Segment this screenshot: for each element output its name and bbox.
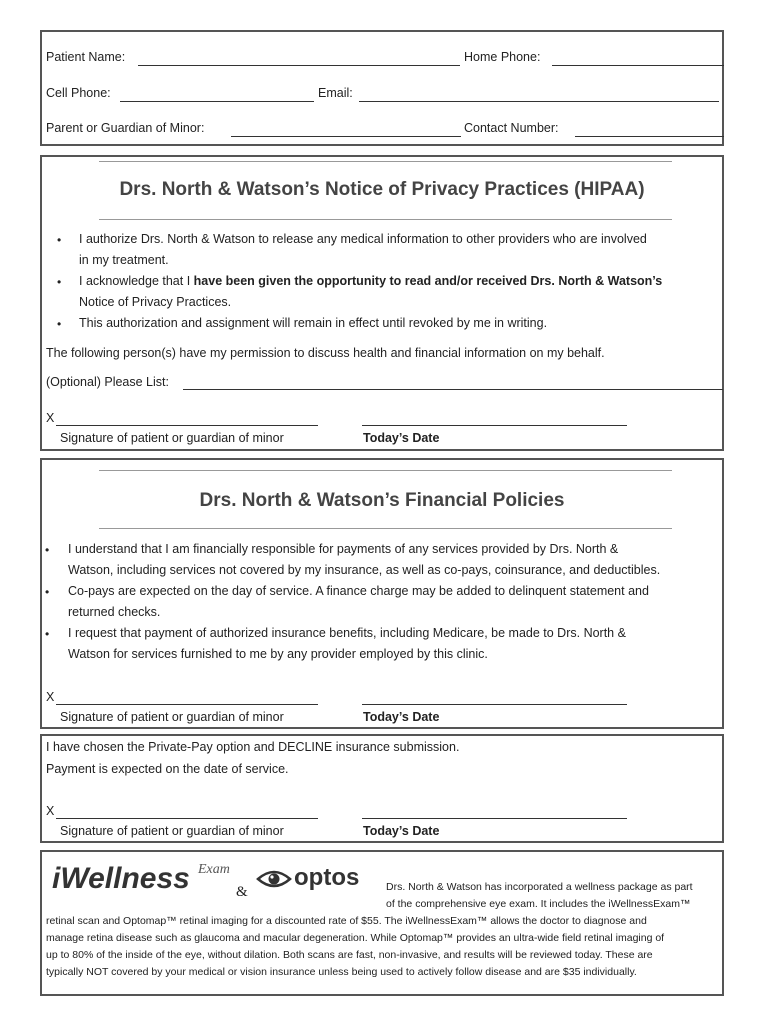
logo-ampersand: & [236, 884, 248, 900]
bullet-icon: • [57, 233, 62, 247]
date-field[interactable] [362, 425, 627, 426]
date-label: Today’s Date [363, 431, 440, 445]
divider [99, 470, 672, 471]
wellness-text-5: up to 80% of the inside of the eye, without dilation. Both scans are fast, non-invasive, and results will be reviewed today. These are [46, 949, 653, 961]
signature-field[interactable] [56, 704, 318, 705]
private-pay-text-1: I have chosen the Private-Pay option and DECLINE insurance submission. [46, 740, 460, 754]
signature-label: Signature of patient or guardian of minor [60, 710, 284, 724]
signature-x: X [46, 411, 55, 425]
guardian-field[interactable] [231, 136, 461, 137]
email-label: Email: [318, 86, 353, 100]
optional-list-field[interactable] [183, 389, 723, 390]
permission-text: The following person(s) have my permission to discuss health and financial information on my behalf. [46, 346, 605, 360]
guardian-label: Parent or Guardian of Minor: [46, 121, 205, 135]
patient-name-field[interactable] [138, 65, 460, 66]
patient-name-label: Patient Name: [46, 50, 126, 64]
wellness-text-6: typically NOT covered by your medical or vision insurance unless being used to actively follow disease and are $35 individually. [46, 966, 637, 978]
financial-bullet-1: I understand that I am financially responsible for payments of any services provided by Drs. North & Watson, including services not covered by my insurance, as well as co-pays, coinsurance, and deductibles. [68, 542, 661, 577]
email-field[interactable] [359, 101, 719, 102]
cell-phone-field[interactable] [120, 101, 314, 102]
bullet-icon: • [57, 275, 62, 289]
financial-section [40, 458, 724, 729]
contact-number-field[interactable] [575, 136, 724, 137]
iwellness-logo: iWellness Exam [52, 862, 230, 895]
wellness-text-1: Drs. North & Watson has incorporated a wellness package as part [386, 881, 693, 893]
hipaa-bullet-3: This authorization and assignment will remain in effect until revoked by me in writing. [79, 316, 548, 330]
signature-label: Signature of patient or guardian of minor [60, 824, 284, 838]
signature-field[interactable] [56, 818, 318, 819]
financial-bullet-2: Co-pays are expected on the day of service. A finance charge may be added to delinquent statement and returned checks. [68, 584, 649, 619]
cell-phone-label: Cell Phone: [46, 86, 111, 100]
divider [99, 528, 672, 529]
bullet-icon: • [45, 543, 50, 557]
optos-logo: optos [256, 864, 386, 894]
date-label: Today’s Date [363, 710, 440, 724]
bullet-icon: • [57, 317, 62, 331]
patient-info-section [40, 30, 724, 146]
hipaa-bullet-1: I authorize Drs. North & Watson to release any medical information to other providers who are involved in my treatment. [79, 232, 647, 267]
divider [99, 219, 672, 220]
signature-label: Signature of patient or guardian of minor [60, 431, 284, 445]
wellness-text-4: manage retina disease such as glaucoma and macular degeneration. While Optomap™ provides an ultra-wide field retinal imaging of [46, 932, 665, 944]
optional-list-label: (Optional) Please List: [46, 375, 169, 389]
signature-field[interactable] [56, 425, 318, 426]
hipaa-bullet-2: I acknowledge that I have been given the opportunity to read and/or received Drs. North & Watson’s Notice of Privacy Practices. [79, 274, 663, 309]
hipaa-title: Drs. North & Watson’s Notice of Privacy Practices (HIPAA) [119, 179, 645, 200]
wellness-text-2: of the comprehensive eye exam. It includes the iWellnessExam™ [386, 898, 691, 910]
home-phone-field[interactable] [552, 65, 724, 66]
date-label: Today’s Date [363, 824, 440, 838]
divider [99, 161, 672, 162]
bullet-icon: • [45, 627, 50, 641]
private-pay-section [40, 734, 724, 843]
financial-bullet-3: I request that payment of authorized insurance benefits, including Medicare, be made to Drs. North & Watson for services furnished to me by any provider employed by this clinic. [68, 626, 626, 661]
wellness-text-3: retinal scan and Optomap™ retinal imaging for a discounted rate of $55. The iWellnessExam™ allows the doctor to diagnose and [46, 915, 647, 927]
hipaa-section [40, 155, 724, 451]
private-pay-text-2: Payment is expected on the date of service. [46, 762, 289, 776]
signature-x: X [46, 690, 55, 704]
date-field[interactable] [362, 818, 627, 819]
date-field[interactable] [362, 704, 627, 705]
home-phone-label: Home Phone: [464, 50, 541, 64]
contact-number-label: Contact Number: [464, 121, 559, 135]
eye-icon [256, 867, 292, 891]
financial-title: Drs. North & Watson’s Financial Policies [199, 490, 565, 511]
signature-x: X [46, 804, 55, 818]
wellness-section [40, 850, 724, 996]
bullet-icon: • [45, 585, 50, 599]
